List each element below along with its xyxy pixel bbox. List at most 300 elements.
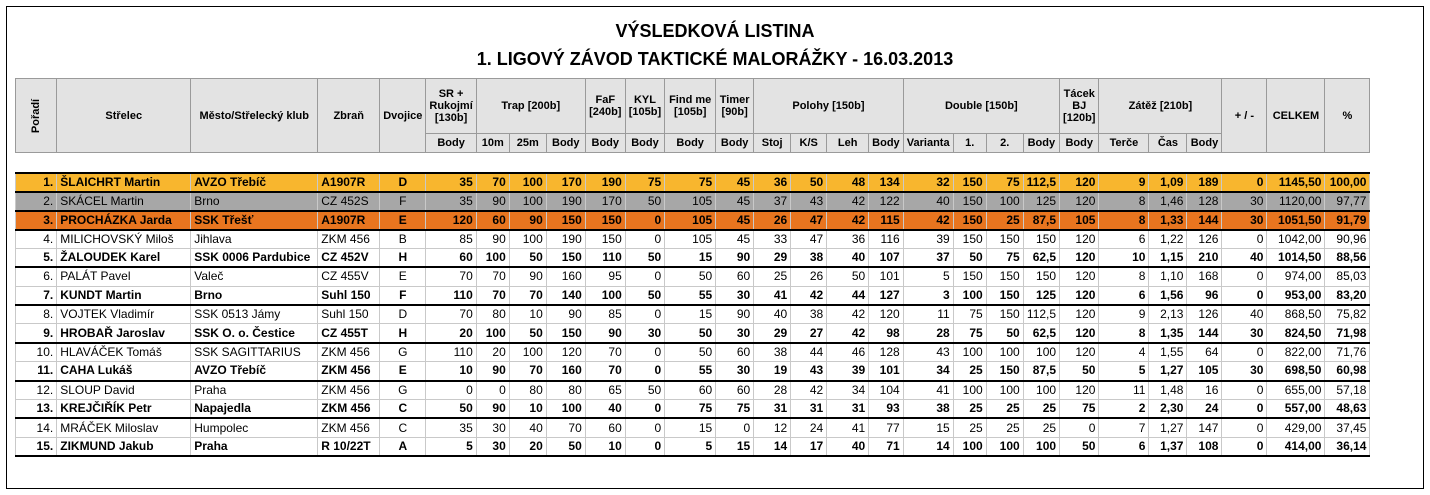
cell-trap-10m: 30 [476,437,509,456]
cell-tacek-body: 105 [1060,211,1099,230]
cell-findme-body: 50 [665,267,716,286]
cell-zatez-terce: 9 [1099,305,1149,324]
cell-findme-body: 15 [665,305,716,324]
table-row [16,230,1370,249]
cell-sr-body: 70 [426,305,476,324]
cell-zatez-cas: 1,55 [1149,343,1187,362]
cell-double-varianta: 28 [903,324,953,343]
cell-tacek-body: 120 [1060,343,1099,362]
cell-zatez-terce: 4 [1099,343,1149,362]
cell-faf-body: 40 [585,400,625,419]
cell-double-1: 150 [953,230,986,249]
cell-trap-body: 70 [546,418,585,437]
cell-percent: 90,96 [1325,230,1370,249]
cell-polohy-stoj: 38 [754,343,791,362]
cell-trap-body: 50 [546,437,585,456]
cell-double-body: 150 [1023,230,1059,249]
subheader-varianta: Varianta [903,134,953,153]
cell-polohy-ks: 38 [791,305,827,324]
cell-shooter-name: VOJTEK Vladimír [57,305,191,324]
subheader-body: Body [869,134,904,153]
results-body [16,173,1370,457]
cell-polohy-leh: 42 [827,324,869,343]
cell-total: 974,00 [1267,267,1325,286]
cell-kyl-body: 0 [625,343,664,362]
cell-tacek-body: 50 [1060,437,1099,456]
cell-trap-25m: 10 [509,305,546,324]
cell-polohy-leh: 42 [827,211,869,230]
subheader-d2: 2. [986,134,1023,153]
cell-trap-25m: 70 [509,362,546,381]
cell-total: 1051,50 [1267,211,1325,230]
cell-total: 953,00 [1267,286,1325,305]
cell-timer-body: 30 [716,324,754,343]
cell-plus-minus: 0 [1222,286,1267,305]
cell-polohy-body: 93 [869,400,904,419]
cell-double-body: 25 [1023,418,1059,437]
cell-polohy-stoj: 40 [754,305,791,324]
header-plusminus: + / - [1222,79,1267,153]
table-row [16,400,1370,419]
cell-timer-body: 0 [716,418,754,437]
cell-zatez-body: 189 [1187,173,1222,192]
cell-trap-10m: 0 [476,381,509,400]
cell-percent: 75,82 [1325,305,1370,324]
cell-club: Praha [191,381,318,400]
cell-double-body: 87,5 [1023,211,1059,230]
cell-trap-10m: 70 [476,267,509,286]
cell-findme-body: 55 [665,362,716,381]
cell-plus-minus: 40 [1222,248,1267,267]
cell-sr-body: 110 [426,343,476,362]
table-row [16,173,1370,192]
cell-kyl-body: 75 [625,173,664,192]
cell-sr-body: 35 [426,418,476,437]
cell-zatez-cas: 1,10 [1149,267,1187,286]
cell-trap-body: 160 [546,362,585,381]
cell-double-varianta: 41 [903,381,953,400]
cell-double-varianta: 32 [903,173,953,192]
cell-double-varianta: 14 [903,437,953,456]
cell-timer-body: 45 [716,211,754,230]
cell-percent: 36,14 [1325,437,1370,456]
cell-zatez-terce: 11 [1099,381,1149,400]
cell-trap-25m: 100 [509,343,546,362]
cell-zatez-terce: 5 [1099,362,1149,381]
cell-zatez-terce: 8 [1099,324,1149,343]
cell-plus-minus: 0 [1222,343,1267,362]
cell-double-varianta: 39 [903,230,953,249]
cell-polohy-ks: 31 [791,400,827,419]
cell-zatez-terce: 9 [1099,173,1149,192]
cell-timer-body: 15 [716,437,754,456]
cell-plus-minus: 0 [1222,418,1267,437]
cell-plus-minus: 0 [1222,173,1267,192]
table-row [16,286,1370,305]
cell-findme-body: 75 [665,400,716,419]
cell-double-1: 150 [953,173,986,192]
cell-trap-25m: 20 [509,437,546,456]
cell-tacek-body: 120 [1060,305,1099,324]
cell-club: AVZO Třebíč [191,362,318,381]
cell-polohy-leh: 42 [827,305,869,324]
subheader-d1: 1. [953,134,986,153]
cell-double-1: 100 [953,343,986,362]
cell-polohy-body: 134 [869,173,904,192]
subheader-10m: 10m [476,134,509,153]
cell-weapon: A1907R [318,173,380,192]
cell-tacek-body: 120 [1060,173,1099,192]
cell-double-2: 150 [986,305,1023,324]
cell-plus-minus: 30 [1222,211,1267,230]
cell-double-1: 75 [953,324,986,343]
subheader-leh: Leh [827,134,869,153]
cell-total: 1120,00 [1267,192,1325,211]
cell-polohy-body: 128 [869,343,904,362]
cell-weapon: CZ 452V [318,248,380,267]
cell-shooter-name: PROCHÁZKA Jarda [57,211,191,230]
cell-double-1: 100 [953,286,986,305]
cell-club: SSK Třešť [191,211,318,230]
cell-zatez-cas: 1,46 [1149,192,1187,211]
cell-polohy-leh: 41 [827,418,869,437]
table-row [16,211,1370,230]
cell-sr-body: 20 [426,324,476,343]
subheader-ks: K/S [791,134,827,153]
cell-double-2: 150 [986,230,1023,249]
cell-polohy-ks: 43 [791,362,827,381]
cell-tacek-body: 120 [1060,286,1099,305]
cell-polohy-body: 98 [869,324,904,343]
cell-total: 414,00 [1267,437,1325,456]
cell-zatez-body: 108 [1187,437,1222,456]
cell-zatez-cas: 1,09 [1149,173,1187,192]
cell-findme-body: 50 [665,324,716,343]
cell-tacek-body: 120 [1060,381,1099,400]
cell-kyl-body: 0 [625,267,664,286]
cell-double-body: 100 [1023,381,1059,400]
cell-rank: 11. [16,362,57,381]
cell-polohy-leh: 50 [827,267,869,286]
cell-shooter-name: HROBAŘ Jaroslav [57,324,191,343]
cell-double-body: 62,5 [1023,248,1059,267]
cell-faf-body: 70 [585,343,625,362]
cell-total: 1042,00 [1267,230,1325,249]
cell-plus-minus: 0 [1222,437,1267,456]
cell-club: Humpolec [191,418,318,437]
cell-polohy-leh: 40 [827,248,869,267]
cell-faf-body: 190 [585,173,625,192]
cell-findme-body: 105 [665,230,716,249]
cell-total: 868,50 [1267,305,1325,324]
cell-double-2: 25 [986,418,1023,437]
cell-plus-minus: 30 [1222,192,1267,211]
cell-rank: 14. [16,418,57,437]
cell-zatez-terce: 6 [1099,230,1149,249]
cell-trap-10m: 20 [476,343,509,362]
cell-polohy-body: 104 [869,381,904,400]
cell-polohy-leh: 48 [827,173,869,192]
cell-faf-body: 95 [585,267,625,286]
cell-trap-25m: 10 [509,400,546,419]
table-row [16,324,1370,343]
cell-club: SSK 0006 Pardubice [191,248,318,267]
cell-faf-body: 100 [585,286,625,305]
cell-polohy-stoj: 41 [754,286,791,305]
cell-double-2: 25 [986,400,1023,419]
cell-double-2: 100 [986,192,1023,211]
cell-faf-body: 170 [585,192,625,211]
cell-double-1: 50 [953,248,986,267]
cell-shooter-name: ŠLAICHRT Martin [57,173,191,192]
cell-tacek-body: 120 [1060,192,1099,211]
cell-kyl-body: 0 [625,400,664,419]
cell-trap-25m: 100 [509,173,546,192]
cell-polohy-stoj: 33 [754,230,791,249]
header-procenta: % [1325,79,1370,153]
cell-double-body: 150 [1023,267,1059,286]
cell-percent: 37,45 [1325,418,1370,437]
cell-faf-body: 90 [585,324,625,343]
cell-club: Napajedla [191,400,318,419]
page-subtitle: 1. LIGOVÝ ZÁVOD TAKTICKÉ MALORÁŽKY - 16.03.2013 [476,49,954,69]
cell-club: SSK 0513 Jámy [191,305,318,324]
cell-pair: C [380,400,426,419]
cell-pair: D [380,305,426,324]
cell-polohy-body: 77 [869,418,904,437]
cell-zatez-cas: 1,22 [1149,230,1187,249]
cell-weapon: ZKM 456 [318,418,380,437]
cell-zatez-cas: 1,37 [1149,437,1187,456]
cell-percent: 97,77 [1325,192,1370,211]
cell-zatez-terce: 8 [1099,267,1149,286]
cell-polohy-ks: 44 [791,343,827,362]
cell-double-varianta: 40 [903,192,953,211]
subheader-body: Body [625,134,664,153]
cell-percent: 60,98 [1325,362,1370,381]
cell-double-body: 100 [1023,343,1059,362]
cell-polohy-stoj: 26 [754,211,791,230]
cell-zatez-body: 210 [1187,248,1222,267]
table-row [16,192,1370,211]
cell-club: Valeč [191,267,318,286]
cell-polohy-ks: 47 [791,211,827,230]
cell-pair: E [380,362,426,381]
cell-polohy-stoj: 14 [754,437,791,456]
cell-trap-body: 190 [546,230,585,249]
cell-trap-body: 190 [546,192,585,211]
cell-polohy-leh: 36 [827,230,869,249]
cell-total: 557,00 [1267,400,1325,419]
cell-polohy-stoj: 37 [754,192,791,211]
cell-timer-body: 30 [716,362,754,381]
cell-trap-body: 140 [546,286,585,305]
cell-polohy-leh: 42 [827,192,869,211]
cell-trap-10m: 80 [476,305,509,324]
cell-club: Praha [191,437,318,456]
cell-rank: 9. [16,324,57,343]
cell-trap-25m: 80 [509,381,546,400]
cell-sr-body: 35 [426,173,476,192]
cell-double-varianta: 43 [903,343,953,362]
cell-double-1: 150 [953,192,986,211]
cell-tacek-body: 75 [1060,400,1099,419]
cell-zatez-body: 16 [1187,381,1222,400]
table-row [16,437,1370,456]
cell-polohy-leh: 34 [827,381,869,400]
cell-faf-body: 150 [585,211,625,230]
cell-double-varianta: 34 [903,362,953,381]
cell-club: Brno [191,192,318,211]
table-row [16,267,1370,286]
cell-sr-body: 10 [426,362,476,381]
subheader-body: Body [1060,134,1099,153]
cell-double-2: 75 [986,173,1023,192]
cell-sr-body: 120 [426,211,476,230]
cell-zatez-cas: 1,35 [1149,324,1187,343]
cell-trap-10m: 70 [476,173,509,192]
header-celkem: CELKEM [1267,79,1325,153]
cell-polohy-stoj: 19 [754,362,791,381]
cell-shooter-name: MRÁČEK Miloslav [57,418,191,437]
cell-sr-body: 110 [426,286,476,305]
cell-percent: 71,98 [1325,324,1370,343]
cell-zatez-terce: 7 [1099,418,1149,437]
cell-polohy-stoj: 29 [754,324,791,343]
cell-trap-10m: 100 [476,248,509,267]
cell-zatez-cas: 1,15 [1149,248,1187,267]
cell-pair: A [380,437,426,456]
cell-zatez-body: 126 [1187,305,1222,324]
cell-zatez-cas: 2,30 [1149,400,1187,419]
cell-pair: H [380,324,426,343]
cell-shooter-name: SKÁCEL Martin [57,192,191,211]
cell-total: 655,00 [1267,381,1325,400]
cell-findme-body: 75 [665,173,716,192]
cell-plus-minus: 30 [1222,324,1267,343]
cell-weapon: ZKM 456 [318,362,380,381]
cell-findme-body: 50 [665,343,716,362]
cell-polohy-stoj: 36 [754,173,791,192]
cell-double-body: 125 [1023,286,1059,305]
cell-double-body: 112,5 [1023,305,1059,324]
cell-total: 429,00 [1267,418,1325,437]
cell-sr-body: 5 [426,437,476,456]
header-strelec: Střelec [57,79,191,153]
cell-trap-25m: 40 [509,418,546,437]
cell-polohy-ks: 27 [791,324,827,343]
cell-zatez-terce: 8 [1099,192,1149,211]
cell-double-1: 75 [953,305,986,324]
cell-shooter-name: KREJČIŘÍK Petr [57,400,191,419]
header-zbran: Zbraň [318,79,380,153]
cell-zatez-cas: 1,33 [1149,211,1187,230]
cell-timer-body: 75 [716,400,754,419]
cell-rank: 3. [16,211,57,230]
cell-zatez-body: 128 [1187,192,1222,211]
cell-weapon: Suhl 150 [318,286,380,305]
cell-shooter-name: ZIKMUND Jakub [57,437,191,456]
cell-polohy-body: 116 [869,230,904,249]
table-row [16,381,1370,400]
cell-zatez-cas: 1,27 [1149,418,1187,437]
cell-weapon: A1907R [318,211,380,230]
cell-timer-body: 60 [716,381,754,400]
cell-polohy-leh: 40 [827,437,869,456]
cell-timer-body: 45 [716,230,754,249]
cell-weapon: CZ 455V [318,267,380,286]
cell-polohy-leh: 46 [827,343,869,362]
cell-findme-body: 15 [665,248,716,267]
cell-double-1: 25 [953,400,986,419]
cell-kyl-body: 0 [625,437,664,456]
header-findme: Find me [105b] [665,79,716,134]
subheader-body: Body [1023,134,1059,153]
cell-polohy-ks: 24 [791,418,827,437]
cell-rank: 10. [16,343,57,362]
cell-total: 1014,50 [1267,248,1325,267]
cell-double-varianta: 3 [903,286,953,305]
cell-polohy-leh: 44 [827,286,869,305]
cell-zatez-terce: 2 [1099,400,1149,419]
cell-trap-10m: 90 [476,362,509,381]
results-sheet [6,6,1424,489]
subheader-25m: 25m [509,134,546,153]
cell-sr-body: 85 [426,230,476,249]
cell-polohy-leh: 39 [827,362,869,381]
cell-polohy-body: 101 [869,362,904,381]
cell-percent: 83,20 [1325,286,1370,305]
cell-shooter-name: HLAVÁČEK Tomáš [57,343,191,362]
cell-faf-body: 65 [585,381,625,400]
cell-polohy-stoj: 29 [754,248,791,267]
cell-trap-10m: 70 [476,286,509,305]
cell-polohy-body: 122 [869,192,904,211]
cell-pair: D [380,173,426,192]
cell-double-body: 112,5 [1023,173,1059,192]
subheader-stoj: Stoj [754,134,791,153]
cell-club: AVZO Třebíč [191,173,318,192]
cell-double-body: 125 [1023,192,1059,211]
cell-polohy-body: 71 [869,437,904,456]
cell-pair: F [380,286,426,305]
cell-zatez-terce: 10 [1099,248,1149,267]
cell-zatez-body: 168 [1187,267,1222,286]
cell-pair: C [380,418,426,437]
cell-pair: F [380,192,426,211]
cell-double-1: 100 [953,437,986,456]
page-title: VÝSLEDKOVÁ LISTINA [615,21,815,41]
subheader-body: Body [665,134,716,153]
header-kyl: KYL [105b] [625,79,664,134]
cell-double-body: 25 [1023,400,1059,419]
table-row [16,343,1370,362]
cell-polohy-body: 107 [869,248,904,267]
cell-trap-body: 80 [546,381,585,400]
cell-trap-body: 150 [546,324,585,343]
table-header [16,79,1370,173]
header-trap: Trap [200b] [476,79,585,134]
cell-pair: G [380,381,426,400]
cell-club: Brno [191,286,318,305]
table-row [16,248,1370,267]
cell-trap-10m: 100 [476,324,509,343]
cell-zatez-terce: 6 [1099,286,1149,305]
header-poradi: Pořadí [16,79,57,153]
cell-double-2: 100 [986,381,1023,400]
cell-rank: 15. [16,437,57,456]
cell-sr-body: 50 [426,400,476,419]
